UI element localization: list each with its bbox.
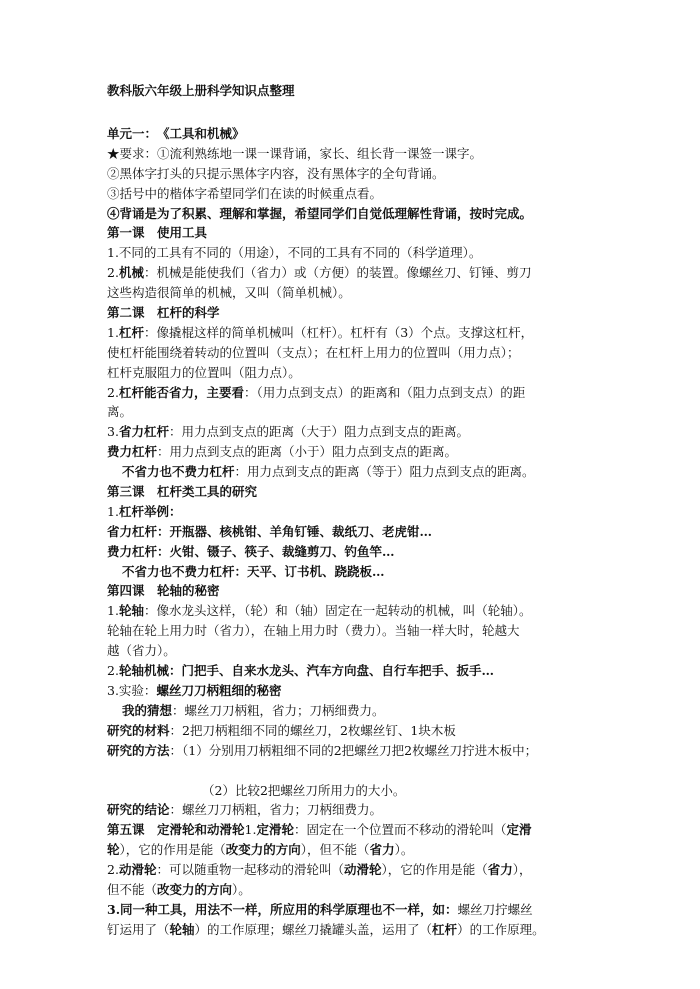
bold-text-run: 螺丝刀刀柄粗细的秘密 (156, 682, 282, 698)
text-line (107, 124, 593, 144)
text-line (107, 283, 593, 303)
text-run: ：像水龙头这样，（轮）和（轴）固定在一起转动的机械，叫（轮轴）。 (143, 603, 532, 619)
text-run: 越（省力）。 (107, 643, 176, 659)
text-run: 这些构造很简单的机械，又叫（简单机械）。 (107, 285, 351, 301)
bold-text-run: 我的猜想 (122, 702, 173, 718)
bold-text-run: 定滑 (506, 822, 532, 838)
bold-text-run: 省力杠杆：开瓶器、核桃钳、羊角钉锤、裁纸刀、老虎钳… (107, 523, 433, 539)
bold-text-run: 杠杆 (118, 324, 144, 340)
text-run: ），但不能（ (300, 842, 370, 858)
text-line (107, 621, 593, 641)
text-run: （2）比较2把螺丝刀所用力的大小。 (202, 782, 406, 798)
text-line (107, 581, 593, 601)
bold-text-run: 不省力也不费力杠杆：天平、订书机、跷跷板… (122, 563, 385, 579)
bold-text-run: 动滑轮 (118, 862, 157, 878)
text-run: 钉运用了（ (107, 921, 170, 937)
text-line (107, 641, 593, 661)
document-body (107, 124, 593, 940)
bold-text-run: 杠杆举例： (118, 503, 182, 519)
bold-text-run: 第二课 杠杆的科学 (107, 305, 220, 321)
text-line (107, 243, 593, 263)
text-line (107, 781, 593, 801)
text-line (107, 820, 593, 840)
text-line (107, 601, 593, 621)
text-line (107, 323, 593, 343)
bold-text-run: ：门把手、自来水龙头、汽车方向盘、自行车把手、扳手… (168, 663, 494, 679)
bold-text-run: ④背诵是为了积累、理解和掌握，希望同学们自觉低理解性背诵，按时完成。 (107, 205, 533, 221)
text-run: ）。 (394, 842, 414, 858)
text-run: ：可以随重物一起移动的滑轮叫（ (156, 862, 344, 878)
text-run: 2. (107, 265, 119, 281)
text-line (107, 741, 593, 761)
text-line (107, 164, 593, 184)
text-run: ：（用力点到支点）的距离和（阻力点到支点）的距 (243, 384, 526, 400)
text-line (107, 860, 593, 880)
blank-line (107, 761, 593, 781)
text-run: ：像撬棍这样的简单机械叫（杠杆）。杠杆有（3）个点。支撑这杠杆， (143, 324, 534, 340)
text-run: 轮轴在轮上用力时（省力），在轴上用力时（费力）。当轴一样大时，轮越大 (107, 623, 520, 639)
text-run: ：机械是能使我们（省力）或（方便）的装置。像螺丝刀、钉锤、剪刀 (143, 265, 532, 281)
text-run: ：（1）分别用刀柄粗细不同的2把螺丝刀把2枚螺丝刀拧进木板中； (169, 742, 538, 758)
text-run: 1.不同的工具有不同的（用途），不同的工具有不同的（科学道理）。 (107, 245, 482, 261)
text-line (107, 184, 593, 204)
bold-text-run: 费力杠杆：火钳、镊子、筷子、裁缝剪刀、钓鱼竿… (107, 543, 395, 559)
bold-text-run: 省力 (369, 842, 395, 858)
bold-text-run: 机械 (118, 265, 144, 281)
text-run: ），它的作用是能（ (381, 862, 488, 878)
text-line (107, 204, 593, 224)
bold-text-run: 杠杆能否省力，主要看 (118, 384, 244, 400)
bold-text-run: 研究的材料 (107, 722, 170, 738)
text-run: ）的工作原理。 (457, 921, 545, 937)
text-run: 使杠杆能围绕着转动的位置叫（支点）；在杠杆上用力的位置叫（用力点）； (107, 344, 520, 360)
text-run: ）， (512, 862, 532, 878)
text-run: ★要求： (107, 145, 158, 161)
text-run: 杠杆克服阻力的位置叫（阻力点）。 (107, 364, 301, 380)
text-line (107, 402, 593, 422)
text-run: 1. (107, 603, 119, 619)
bold-text-run: 费力杠杆 (107, 444, 158, 460)
bold-text-run: 第五课 定滑轮和动滑轮 (107, 822, 245, 838)
text-line (107, 482, 593, 502)
bold-text-run: 轮轴机械 (118, 663, 169, 679)
bold-text-run: 第四课 轮轴的秘密 (107, 583, 220, 599)
bold-text-run: 第一课 使用工具 (107, 225, 208, 241)
text-run: 螺丝刀拧螺丝 (457, 901, 533, 917)
text-run: ：用力点到支点的距离（等于）阻力点到支点的距离。 (234, 464, 535, 480)
bold-text-run: 定滑轮 (256, 822, 294, 838)
text-line (107, 263, 593, 283)
text-run: 1. (244, 822, 257, 838)
text-run: 但不能（ (107, 881, 158, 897)
text-line (107, 880, 593, 900)
bold-text-run: 第三课 杠杆类工具的研究 (107, 484, 258, 500)
bold-text-run: 省力杠杆 (118, 424, 169, 440)
bold-text-run: 改变力的方向 (157, 881, 233, 897)
text-line (107, 920, 593, 940)
text-run: 3.实验： (107, 682, 157, 698)
bold-text-run: 不省力也不费力杠杆 (122, 464, 235, 480)
text-run: 离。 (107, 404, 133, 420)
text-run: ）的工作原理；螺丝刀撬罐头盖，运用了（ (194, 921, 433, 937)
text-line (107, 442, 593, 462)
text-line (107, 661, 593, 681)
text-run: ）。 (232, 881, 251, 897)
bold-text-run: 杠杆 (432, 921, 458, 937)
text-line (107, 900, 593, 920)
text-run: 3. (107, 424, 119, 440)
bold-text-run: 改变力的方向 (225, 842, 301, 858)
text-line (107, 462, 593, 482)
text-run: ：2把刀柄粗细不同的螺丝刀，2枚螺丝钉、1块木板 (169, 722, 456, 738)
text-line (107, 144, 593, 164)
text-line (107, 721, 593, 741)
document-title: 教科版六年级上册科学知识点整理 (107, 83, 295, 98)
bold-text-run: 研究的方法 (107, 742, 170, 758)
bold-text-run: 省力 (487, 862, 513, 878)
bold-text-run: 单元一： 《工具和机械》 (107, 126, 245, 141)
text-run: ②黑体字打头的只提示黑体字内容，没有黑体字的全句背诵。 (107, 165, 445, 181)
text-line (107, 522, 593, 542)
text-line (107, 562, 593, 582)
text-line (107, 363, 593, 383)
text-line (107, 303, 593, 323)
bold-text-run: 动滑轮 (343, 862, 382, 878)
text-line (107, 681, 593, 701)
text-line (107, 701, 593, 721)
text-run: 1. (107, 324, 119, 340)
text-run: ：固定在一个位置而不移动的滑轮叫（ (293, 822, 507, 838)
text-run: 1. (107, 503, 119, 519)
bold-text-run: 轮 (107, 842, 120, 858)
text-run: 2. (107, 663, 119, 679)
text-run: 2. (107, 862, 119, 878)
text-run: ③括号中的楷体字希望同学们在读的时候重点看。 (107, 185, 383, 201)
text-line (107, 383, 593, 403)
text-run: ①流利熟练地一课一课背诵，家长、组长背一课签一课字。 (157, 145, 483, 161)
bold-text-run: 研究的结论 (107, 802, 170, 818)
text-run: ），它的作用是能（ (119, 842, 226, 858)
text-run: ：用力点到支点的距离（小于）阻力点到支点的距离。 (157, 444, 458, 460)
text-line (107, 422, 593, 442)
text-line (107, 542, 593, 562)
text-line (107, 502, 593, 522)
text-run: ：螺丝刀刀柄粗，省力；刀柄细费力。 (169, 802, 383, 818)
text-line (107, 840, 593, 860)
text-run: 2. (107, 384, 119, 400)
text-line (107, 223, 593, 243)
bold-text-run: 3.同一种工具，用法不一样，所应用的科学原理也不一样，如： (107, 901, 458, 917)
bold-text-run: 轮轴 (169, 921, 195, 937)
text-run: ：螺丝刀刀柄粗，省力；刀柄细费力。 (172, 702, 385, 718)
text-line (107, 800, 593, 820)
bold-text-run: 轮轴 (118, 603, 144, 619)
text-run: ：用力点到支点的距离（大于）阻力点到支点的距离。 (168, 424, 469, 440)
text-line (107, 343, 593, 363)
